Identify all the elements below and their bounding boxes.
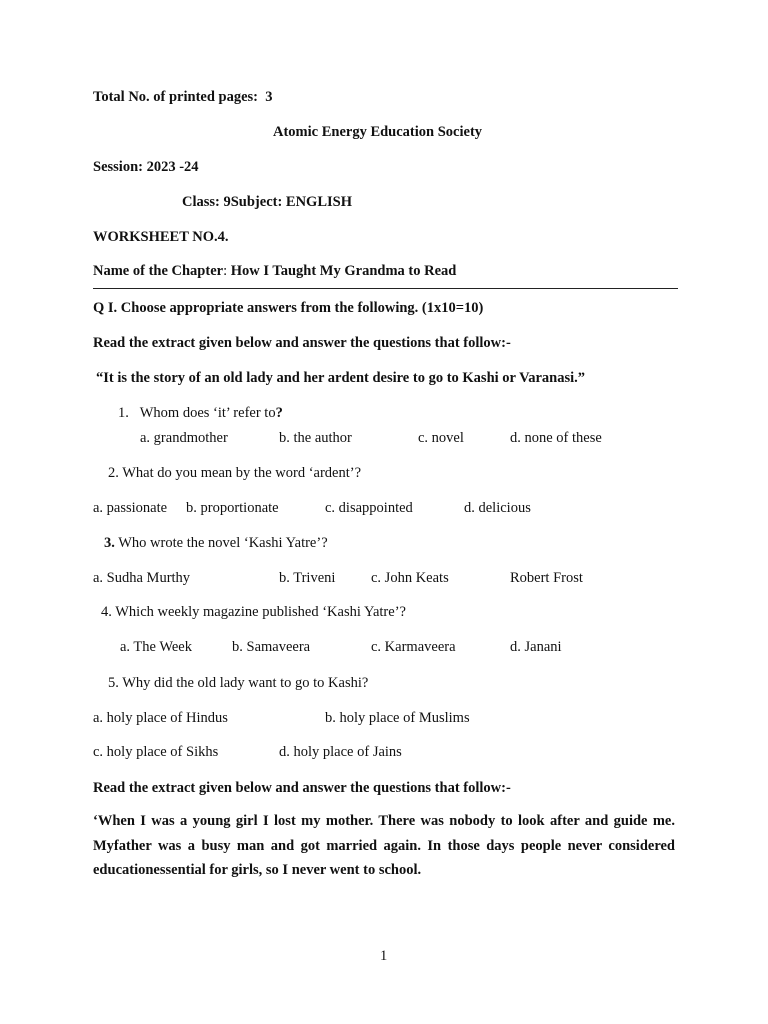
option-5c: c. holy place of Sikhs (93, 744, 219, 760)
option-1c: c. novel (418, 430, 464, 446)
question-1-text: Whom does ‘it’ refer to (139, 405, 276, 421)
option-2c: c. disappointed (325, 500, 413, 516)
extract-quote-1: “It is the story of an old lady and her ardent desire to go to Kashi or Varanasi.” (96, 370, 586, 386)
extract-passage-2: ‘When I was a young girl I lost my mother. There was nobody to look after and guide me. Myfather was a busy man and got married again. In those days people never considered educationessential for girls, so I never went to school. (93, 813, 675, 878)
chapter-label: Name of the Chapter (93, 263, 224, 279)
option-4a: a. The Week (120, 639, 192, 655)
chapter-line: Name of the Chapter: How I Taught My Grandma to Read (93, 263, 457, 279)
option-2a: a. passionate (93, 500, 168, 516)
option-3c: c. John Keats (371, 570, 449, 586)
option-5a: a. holy place of Hindus (93, 710, 228, 726)
option-2b: b. proportionate (186, 500, 279, 516)
session-line: Session: 2023 -24 (93, 159, 199, 175)
option-1b: b. the author (279, 430, 352, 446)
organization-title: Atomic Energy Education Society (273, 124, 483, 140)
option-4c: c. Karmaveera (371, 639, 456, 655)
question-3-number: 3. (104, 535, 115, 551)
question-1 (118, 404, 283, 422)
option-5d: d. holy place of Jains (279, 744, 402, 760)
question-3-text: Who wrote the novel ‘Kashi Yatre’? (118, 535, 328, 551)
chapter-title: How I Taught My Grandma to Read (230, 263, 457, 279)
option-4d: d. Janani (510, 639, 562, 655)
question-2-text: What do you mean by the word ‘ardent’? (122, 465, 362, 481)
worksheet-number: WORKSHEET NO.4. (93, 229, 229, 245)
question-5-text: Why did the old lady want to go to Kashi? (122, 675, 369, 691)
question-4-text: Which weekly magazine published ‘Kashi Yatre’? (115, 604, 406, 620)
extract-instruction-2: Read the extract given below and answer the questions that follow:- (93, 780, 511, 796)
header-divider (93, 288, 678, 289)
question-2-number: 2. (108, 465, 119, 481)
page-number: 1 (380, 948, 388, 964)
printed-pages-label: Total No. of printed pages: (93, 89, 259, 105)
question-4-number: 4. (101, 604, 112, 620)
question-5-number: 5. (108, 675, 119, 691)
question-3 (104, 534, 328, 552)
option-3a: a. Sudha Murthy (93, 570, 191, 586)
option-1a: a. grandmother (140, 430, 228, 446)
question-1-mark: ? (275, 405, 283, 421)
option-5b: b. holy place of Muslims (325, 710, 470, 726)
option-1d: d. none of these (510, 430, 602, 446)
question-4 (101, 603, 406, 621)
printed-pages-line (93, 88, 273, 106)
class-subject-line: Class: 9Subject: ENGLISH (182, 194, 352, 210)
question-2 (108, 464, 361, 482)
option-3d: Robert Frost (510, 570, 583, 586)
section-heading: Q I. Choose appropriate answers from the following. (1x10=10) (93, 300, 484, 316)
extract-instruction-1: Read the extract given below and answer the questions that follow:- (93, 335, 511, 351)
option-3b: b. Triveni (279, 570, 336, 586)
option-4b: b. Samaveera (232, 639, 311, 655)
question-1-number: 1. (118, 405, 129, 421)
option-2d: d. delicious (464, 500, 531, 516)
printed-pages-value: 3 (265, 89, 273, 105)
question-5 (108, 674, 368, 692)
